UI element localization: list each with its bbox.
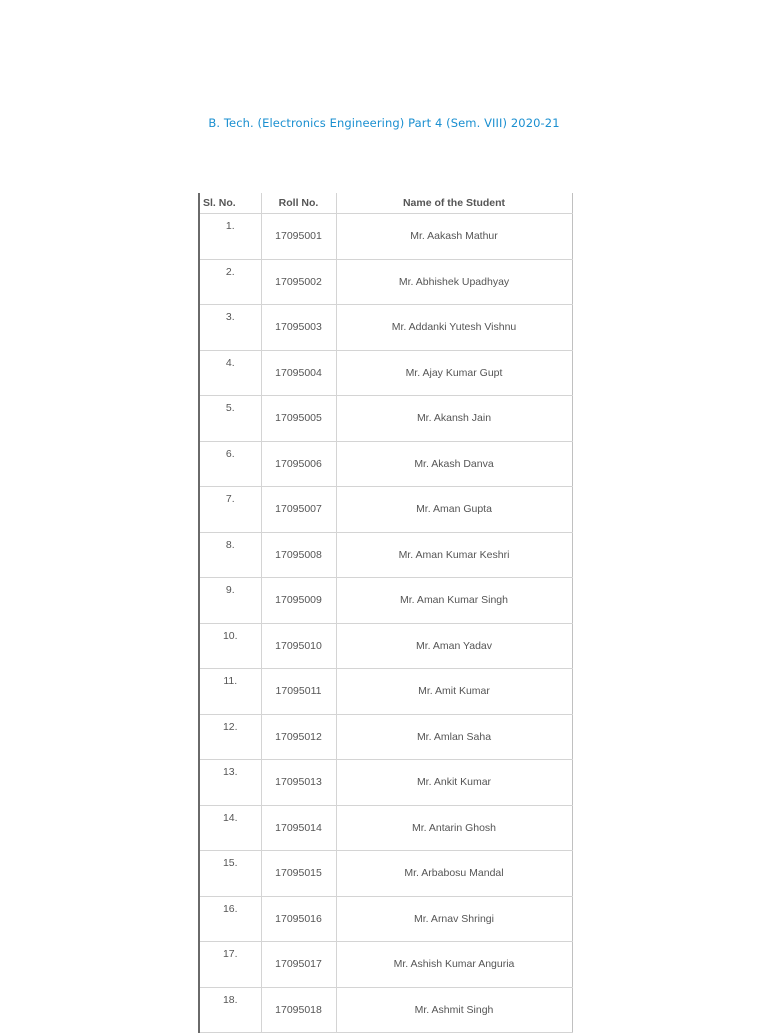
student-name-cell: Mr. Akansh Jain xyxy=(336,396,572,442)
roll-no-cell: 17095013 xyxy=(261,760,336,806)
roll-no-cell: 17095003 xyxy=(261,305,336,351)
sl-no-cell: 17. xyxy=(199,942,261,988)
student-name-cell: Mr. Addanki Yutesh Vishnu xyxy=(336,305,572,351)
sl-no-cell: 8. xyxy=(199,532,261,578)
student-name-cell: Mr. Arbabosu Mandal xyxy=(336,851,572,897)
sl-no-cell: 13. xyxy=(199,760,261,806)
table-row xyxy=(199,987,572,1033)
table-row xyxy=(199,942,572,988)
sl-no-cell: 7. xyxy=(199,487,261,533)
student-name-cell: Mr. Arnav Shringi xyxy=(336,896,572,942)
student-name-cell: Mr. Akash Danva xyxy=(336,441,572,487)
roll-no-cell: 17095001 xyxy=(261,214,336,260)
student-name-cell: Mr. Aman Yadav xyxy=(336,623,572,669)
sl-no-cell: 2. xyxy=(199,259,261,305)
sl-no-cell: 12. xyxy=(199,714,261,760)
student-name-cell: Mr. Aakash Mathur xyxy=(336,214,572,260)
table-row xyxy=(199,441,572,487)
student-name-cell: Mr. Aman Gupta xyxy=(336,487,572,533)
student-name-cell: Mr. Aman Kumar Singh xyxy=(336,578,572,624)
student-name-cell: Mr. Ashish Kumar Anguria xyxy=(336,942,572,988)
table-row xyxy=(199,669,572,715)
sl-no-cell: 18. xyxy=(199,987,261,1033)
roll-no-cell: 17095016 xyxy=(261,896,336,942)
table-row xyxy=(199,305,572,351)
student-name-cell: Mr. Antarin Ghosh xyxy=(336,805,572,851)
sl-no-cell: 3. xyxy=(199,305,261,351)
table-row xyxy=(199,350,572,396)
sl-no-cell: 15. xyxy=(199,851,261,897)
sl-no-cell: 1. xyxy=(199,214,261,260)
roll-no-cell: 17095009 xyxy=(261,578,336,624)
roll-no-cell: 17095004 xyxy=(261,350,336,396)
roll-no-cell: 17095007 xyxy=(261,487,336,533)
sl-no-cell: 14. xyxy=(199,805,261,851)
roll-no-cell: 17095017 xyxy=(261,942,336,988)
roll-no-cell: 17095011 xyxy=(261,669,336,715)
student-name-cell: Mr. Aman Kumar Keshri xyxy=(336,532,572,578)
table-row xyxy=(199,760,572,806)
student-name-cell: Mr. Ankit Kumar xyxy=(336,760,572,806)
student-name-cell: Mr. Ajay Kumar Gupt xyxy=(336,350,572,396)
roll-no-cell: 17095018 xyxy=(261,987,336,1033)
roll-no-cell: 17095014 xyxy=(261,805,336,851)
roll-no-cell: 17095008 xyxy=(261,532,336,578)
table-row xyxy=(199,623,572,669)
document-title: B. Tech. (Electronics Engineering) Part 4 (Sem. VIII) 2020-21 xyxy=(208,116,560,130)
roll-no-cell: 17095015 xyxy=(261,851,336,897)
header-sl-no: Sl. No. xyxy=(199,193,261,214)
header-roll-no: Roll No. xyxy=(261,193,336,214)
table-row xyxy=(199,259,572,305)
table-row xyxy=(199,896,572,942)
table-row xyxy=(199,532,572,578)
sl-no-cell: 4. xyxy=(199,350,261,396)
student-name-cell: Mr. Amit Kumar xyxy=(336,669,572,715)
roll-no-cell: 17095002 xyxy=(261,259,336,305)
table-row xyxy=(199,578,572,624)
sl-no-cell: 16. xyxy=(199,896,261,942)
sl-no-cell: 11. xyxy=(199,669,261,715)
table-row xyxy=(199,487,572,533)
sl-no-cell: 10. xyxy=(199,623,261,669)
sl-no-cell: 6. xyxy=(199,441,261,487)
sl-no-cell: 9. xyxy=(199,578,261,624)
header-student-name: Name of the Student xyxy=(336,193,572,214)
table-row xyxy=(199,714,572,760)
roll-no-cell: 17095005 xyxy=(261,396,336,442)
table-header-row xyxy=(199,193,572,214)
table-body xyxy=(199,214,572,1033)
table-row xyxy=(199,214,572,260)
sl-no-cell: 5. xyxy=(199,396,261,442)
roll-no-cell: 17095006 xyxy=(261,441,336,487)
student-name-cell: Mr. Amlan Saha xyxy=(336,714,572,760)
table-row xyxy=(199,851,572,897)
table-row xyxy=(199,396,572,442)
roll-no-cell: 17095012 xyxy=(261,714,336,760)
roll-no-cell: 17095010 xyxy=(261,623,336,669)
student-name-cell: Mr. Abhishek Upadhyay xyxy=(336,259,572,305)
table-row xyxy=(199,805,572,851)
student-name-cell: Mr. Ashmit Singh xyxy=(336,987,572,1033)
student-table xyxy=(198,193,573,1033)
